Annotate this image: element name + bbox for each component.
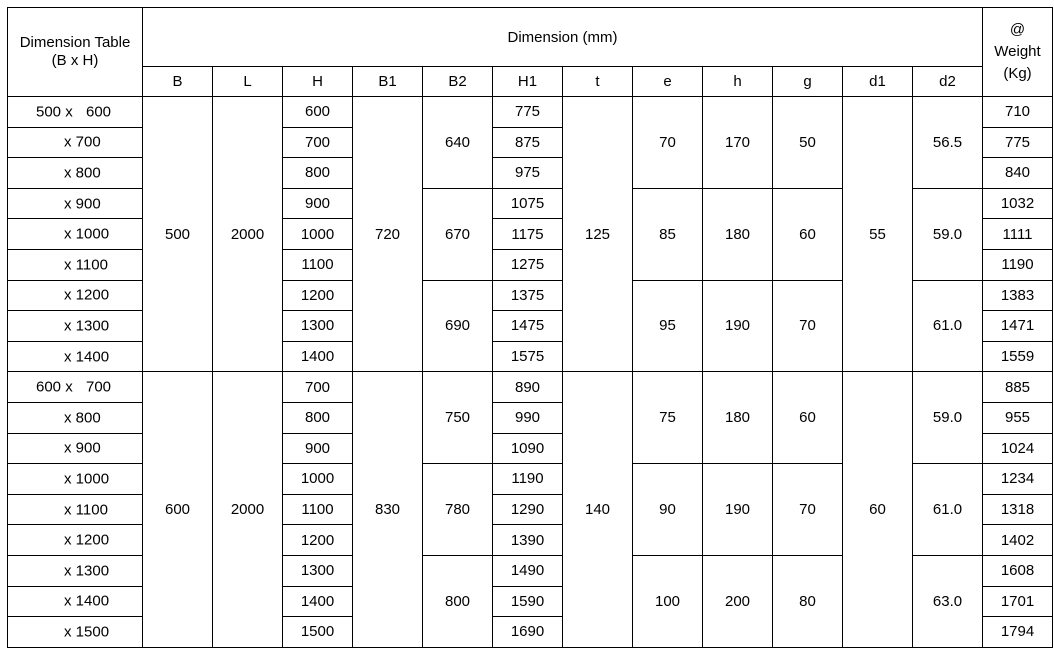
cell-weight: 1032 xyxy=(983,188,1053,219)
dimension-group-header: Dimension (mm) xyxy=(143,8,983,67)
cell-weight: 840 xyxy=(983,158,1053,189)
cell-h1: 1575 xyxy=(493,341,563,372)
column-header-h: h xyxy=(703,67,773,97)
cell-h1: 1175 xyxy=(493,219,563,250)
size-label: x 900 xyxy=(64,439,101,457)
size-cell xyxy=(8,97,143,128)
weight-at-symbol: @ xyxy=(1009,21,1026,38)
size-label: x 1200 xyxy=(64,286,110,304)
size-cell xyxy=(8,127,143,158)
size-label: x 1500 xyxy=(64,623,110,641)
cell-h-small: 180 xyxy=(703,372,773,464)
cell-d2: 61.0 xyxy=(913,280,983,372)
size-label: x 1400 xyxy=(64,592,110,610)
cell-d1: 55 xyxy=(843,97,913,372)
cell-h1: 1290 xyxy=(493,494,563,525)
size-cell xyxy=(8,280,143,311)
label-subtitle: (B x H) xyxy=(51,52,99,69)
cell-weight: 955 xyxy=(983,402,1053,433)
cell-b1: 720 xyxy=(353,97,423,372)
cell-b2: 690 xyxy=(423,280,493,372)
size-cell xyxy=(8,494,143,525)
cell-weight: 1701 xyxy=(983,586,1053,617)
cell-h: 600 xyxy=(283,97,353,128)
cell-weight: 1402 xyxy=(983,525,1053,556)
cell-h: 1500 xyxy=(283,617,353,648)
size-label: x 1400 xyxy=(64,348,110,366)
size-cell xyxy=(8,617,143,648)
cell-e: 70 xyxy=(633,97,703,189)
cell-h1: 1190 xyxy=(493,464,563,495)
cell-h: 1000 xyxy=(283,219,353,250)
cell-g: 80 xyxy=(773,555,843,647)
cell-h1: 1475 xyxy=(493,311,563,342)
column-header-e: e xyxy=(633,67,703,97)
cell-h-small: 180 xyxy=(703,188,773,280)
cell-h: 1100 xyxy=(283,494,353,525)
cell-h1: 1375 xyxy=(493,280,563,311)
cell-h: 1300 xyxy=(283,311,353,342)
cell-h: 900 xyxy=(283,433,353,464)
cell-weight: 1383 xyxy=(983,280,1053,311)
cell-weight: 1794 xyxy=(983,617,1053,648)
size-cell xyxy=(8,402,143,433)
size-label: x 1300 xyxy=(64,317,110,335)
size-label: x 900 xyxy=(64,195,101,213)
cell-h1: 775 xyxy=(493,97,563,128)
cell-d2: 59.0 xyxy=(913,188,983,280)
cell-h1: 1690 xyxy=(493,617,563,648)
column-header-b: B xyxy=(143,67,213,97)
size-prefix: 500 x xyxy=(36,103,73,121)
column-header-h1: H1 xyxy=(493,67,563,97)
size-cell xyxy=(8,586,143,617)
cell-b2: 800 xyxy=(423,555,493,647)
column-header-b1: B1 xyxy=(353,67,423,97)
size-height: 700 xyxy=(86,378,112,396)
cell-h: 1100 xyxy=(283,249,353,280)
cell-h: 1200 xyxy=(283,525,353,556)
cell-l: 2000 xyxy=(213,372,283,647)
cell-h1: 1490 xyxy=(493,555,563,586)
cell-e: 75 xyxy=(633,372,703,464)
cell-h-small: 200 xyxy=(703,555,773,647)
weight-unit: (Kg) xyxy=(1003,65,1032,82)
cell-e: 90 xyxy=(633,464,703,556)
cell-h: 1400 xyxy=(283,586,353,617)
cell-b2: 670 xyxy=(423,188,493,280)
cell-h: 900 xyxy=(283,188,353,219)
weight-header xyxy=(983,8,1053,97)
cell-g: 70 xyxy=(773,464,843,556)
cell-b2: 750 xyxy=(423,372,493,464)
cell-weight: 710 xyxy=(983,97,1053,128)
cell-g: 60 xyxy=(773,188,843,280)
size-label: x 1100 xyxy=(64,501,108,519)
cell-weight: 775 xyxy=(983,127,1053,158)
column-header-b2: B2 xyxy=(423,67,493,97)
cell-weight: 1608 xyxy=(983,555,1053,586)
column-header-d2: d2 xyxy=(913,67,983,97)
cell-h: 800 xyxy=(283,402,353,433)
size-height: 600 xyxy=(86,103,112,121)
cell-d2: 56.5 xyxy=(913,97,983,189)
cell-weight: 1559 xyxy=(983,341,1053,372)
cell-t: 125 xyxy=(563,97,633,372)
size-cell xyxy=(8,433,143,464)
cell-h1: 1075 xyxy=(493,188,563,219)
cell-weight: 1234 xyxy=(983,464,1053,495)
size-label: x 1000 xyxy=(64,225,110,243)
cell-h: 1000 xyxy=(283,464,353,495)
cell-h1: 1390 xyxy=(493,525,563,556)
cell-h1: 1590 xyxy=(493,586,563,617)
size-cell xyxy=(8,341,143,372)
label-title: Dimension Table xyxy=(19,34,131,51)
size-label: x 1000 xyxy=(64,470,110,488)
size-label: x 1200 xyxy=(64,531,110,549)
cell-e: 100 xyxy=(633,555,703,647)
cell-h1: 890 xyxy=(493,372,563,403)
cell-b: 600 xyxy=(143,372,213,647)
column-header-g: g xyxy=(773,67,843,97)
cell-weight: 1111 xyxy=(983,219,1053,250)
size-label: x 1300 xyxy=(64,562,110,580)
cell-e: 95 xyxy=(633,280,703,372)
column-header-d1: d1 xyxy=(843,67,913,97)
size-cell xyxy=(8,525,143,556)
cell-h1: 1275 xyxy=(493,249,563,280)
cell-h1: 975 xyxy=(493,158,563,189)
cell-l: 2000 xyxy=(213,97,283,372)
cell-h1: 1090 xyxy=(493,433,563,464)
cell-h: 700 xyxy=(283,372,353,403)
dimension-table-label xyxy=(8,8,143,97)
size-cell xyxy=(8,219,143,250)
cell-h: 1400 xyxy=(283,341,353,372)
cell-weight: 1024 xyxy=(983,433,1053,464)
cell-h: 1200 xyxy=(283,280,353,311)
column-header-t: t xyxy=(563,67,633,97)
size-cell xyxy=(8,464,143,495)
weight-label: Weight xyxy=(994,43,1041,60)
cell-weight: 1318 xyxy=(983,494,1053,525)
cell-g: 50 xyxy=(773,97,843,189)
cell-weight: 1471 xyxy=(983,311,1053,342)
table-row xyxy=(8,372,1053,403)
size-cell xyxy=(8,555,143,586)
cell-b2: 640 xyxy=(423,97,493,189)
cell-h1: 990 xyxy=(493,402,563,433)
cell-d2: 59.0 xyxy=(913,372,983,464)
cell-d2: 61.0 xyxy=(913,464,983,556)
cell-b: 500 xyxy=(143,97,213,372)
size-cell xyxy=(8,188,143,219)
size-cell xyxy=(8,249,143,280)
cell-b2: 780 xyxy=(423,464,493,556)
column-header-h: H xyxy=(283,67,353,97)
cell-d2: 63.0 xyxy=(913,555,983,647)
cell-t: 140 xyxy=(563,372,633,647)
cell-h: 800 xyxy=(283,158,353,189)
size-label: x 700 xyxy=(64,133,101,151)
size-label: x 800 xyxy=(64,164,101,182)
cell-weight: 885 xyxy=(983,372,1053,403)
cell-h-small: 190 xyxy=(703,464,773,556)
size-cell xyxy=(8,158,143,189)
size-cell xyxy=(8,372,143,403)
table-row xyxy=(8,97,1053,128)
cell-b1: 830 xyxy=(353,372,423,647)
cell-e: 85 xyxy=(633,188,703,280)
cell-h-small: 170 xyxy=(703,97,773,189)
size-prefix: 600 x xyxy=(36,378,73,396)
cell-h-small: 190 xyxy=(703,280,773,372)
column-header-l: L xyxy=(213,67,283,97)
cell-g: 60 xyxy=(773,372,843,464)
cell-h: 700 xyxy=(283,127,353,158)
cell-weight: 1190 xyxy=(983,249,1053,280)
cell-h1: 875 xyxy=(493,127,563,158)
dimension-table xyxy=(7,7,1053,648)
cell-g: 70 xyxy=(773,280,843,372)
size-label: x 800 xyxy=(64,409,101,427)
size-cell xyxy=(8,311,143,342)
cell-d1: 60 xyxy=(843,372,913,647)
cell-h: 1300 xyxy=(283,555,353,586)
size-label: x 1100 xyxy=(64,256,108,274)
